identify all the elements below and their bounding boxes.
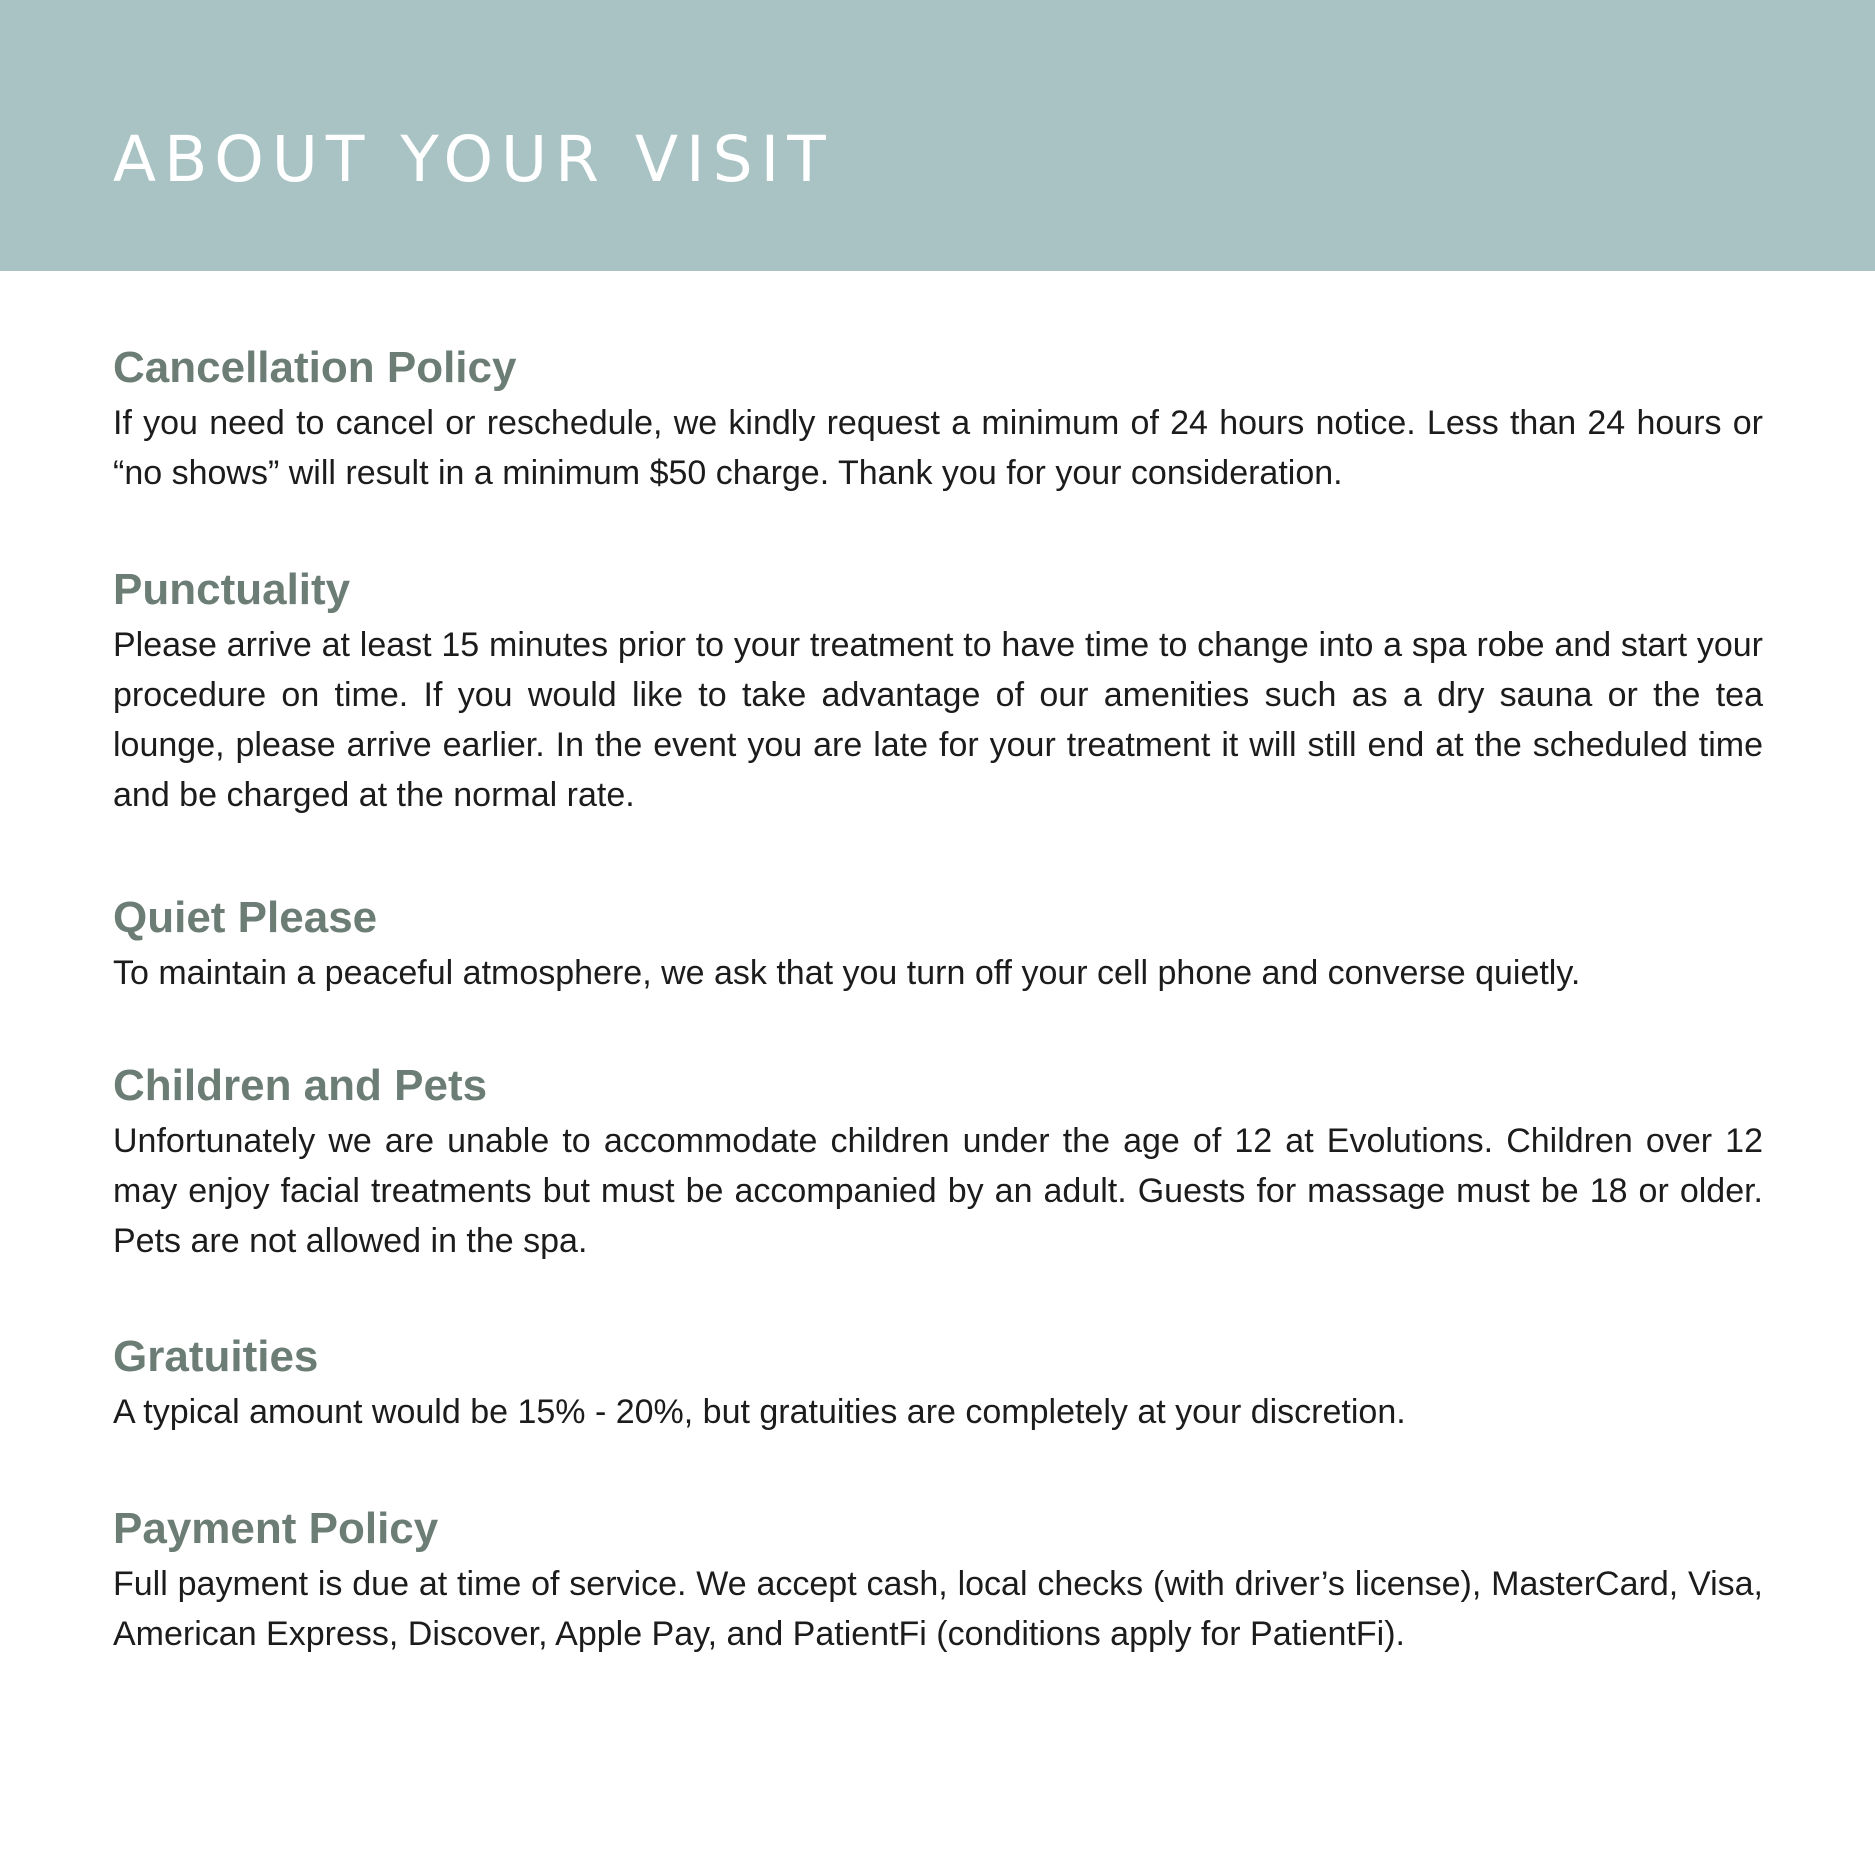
section-children-and-pets: [113, 1056, 1763, 1266]
section-body: A typical amount would be 15% - 20%, but gratuities are completely at your discretion.: [113, 1393, 1406, 1431]
section-heading: Gratuities: [113, 1332, 319, 1381]
section-body: To maintain a peaceful atmosphere, we ask that you turn off your cell phone and converse quietly.: [113, 954, 1581, 992]
section-quiet-please: [113, 888, 1763, 998]
policy-content: [113, 338, 1763, 1659]
section-heading: Children and Pets: [113, 1061, 488, 1110]
header-band: [0, 0, 1875, 271]
section-body: Full payment is due at time of service. We accept cash, local checks (with driver’s license), MasterCard, Visa, American Express, Discover, Apple Pay, and PatientFi (conditions apply for PatientFi).: [113, 1565, 1763, 1653]
section-body: Please arrive at least 15 minutes prior to your treatment to have time to change into a spa robe and start your procedure on time. If you would like to take advantage of our amenities such as a dry sauna or the tea lounge, please arrive earlier. In the event you are late for your treatment it will still end at the scheduled time and be charged at the normal rate.: [113, 626, 1763, 814]
section-body: If you need to cancel or reschedule, we kindly request a minimum of 24 hours notice. Less than 24 hours or “no shows” will result in a minimum $50 charge. Thank you for your consideration.: [113, 404, 1763, 492]
page-title: ABOUT YOUR VISIT: [113, 123, 834, 196]
section-gratuities: [113, 1327, 1763, 1437]
section-heading: Payment Policy: [113, 1504, 439, 1553]
section-heading: Quiet Please: [113, 893, 378, 942]
section-cancellation-policy: [113, 338, 1763, 498]
section-heading: Punctuality: [113, 565, 351, 614]
section-payment-policy: [113, 1499, 1763, 1659]
section-heading: Cancellation Policy: [113, 343, 517, 392]
section-body: Unfortunately we are unable to accommodate children under the age of 12 at Evolutions. Children over 12 may enjoy facial treatments but must be accompanied by an adult. Guests for massage must be 18 or older. Pets are not allowed in the spa.: [113, 1122, 1763, 1260]
section-punctuality: [113, 560, 1763, 820]
